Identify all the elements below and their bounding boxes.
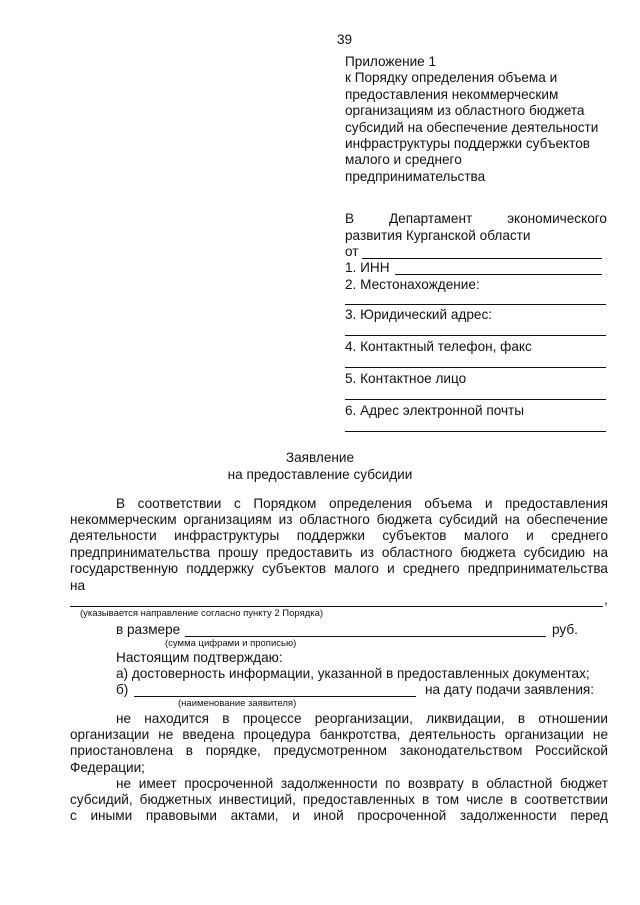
intro-line: государственную поддержку субъектов малого и среднего предпринимательства bbox=[70, 560, 608, 576]
addressee-word: В bbox=[345, 211, 355, 226]
page-number: 39 bbox=[337, 32, 353, 47]
intro-line: предпринимательства прошу предоставить из областного бюджета субсидию на bbox=[70, 544, 608, 560]
intro-line: некоммерческим организациям из областного бюджета субсидий на обеспечение bbox=[70, 512, 608, 528]
addressee-line-1 bbox=[345, 211, 607, 227]
title-line-1: Заявление bbox=[285, 450, 355, 465]
inn-label: 1. ИНН bbox=[345, 260, 390, 275]
direction-hint: (указывается направление согласно пункту 2 Порядка) bbox=[80, 608, 324, 619]
inn-field-line[interactable] bbox=[395, 274, 602, 275]
item-b-prefix: б) bbox=[116, 682, 129, 697]
legal-address-label: 3. Юридический адрес: bbox=[345, 307, 493, 322]
paragraph-line: с иными правовыми актами, и иной просроченной задолженности перед bbox=[70, 808, 608, 824]
paragraph-line: субсидий, бюджетных инвестиций, предоставленных в том числе в соответствии bbox=[70, 792, 608, 808]
direction-field-line[interactable] bbox=[70, 606, 603, 607]
intro-na: на bbox=[70, 578, 86, 593]
appendix-line: организациям из областного бюджета bbox=[345, 103, 585, 119]
intro-paragraph bbox=[70, 496, 608, 577]
contact-person-label: 5. Контактное лицо bbox=[345, 371, 467, 386]
appendix-block bbox=[345, 54, 620, 185]
from-label: от bbox=[345, 244, 359, 259]
paragraph-line: приостановлена в порядке, предусмотренном законодательством Российской bbox=[70, 743, 608, 759]
addressee-line-2: развития Курганской области bbox=[345, 228, 531, 243]
paragraph-line: не находится в процессе реорганизации, ликвидации, в отношении bbox=[116, 711, 608, 726]
appendix-line: Приложение 1 bbox=[345, 54, 437, 69]
appendix-line: предоставления некоммерческим bbox=[345, 86, 559, 102]
paragraph-line: организации не введена процедура банкротства, деятельность организации не bbox=[70, 727, 608, 743]
addressee-word: Департамент bbox=[388, 211, 473, 226]
contact-person-field-line[interactable] bbox=[345, 399, 606, 400]
intro-line: деятельности инфраструктуры поддержки субъектов малого и среднего bbox=[70, 528, 608, 544]
document-title bbox=[0, 449, 640, 483]
applicant-field-line[interactable] bbox=[134, 696, 416, 697]
applicant-hint: (наименование заявителя) bbox=[178, 698, 297, 709]
paragraph-line: Федерации; bbox=[70, 759, 145, 775]
phone-field-line[interactable] bbox=[345, 367, 606, 368]
appendix-line: предпринимательства bbox=[345, 168, 486, 184]
item-b-suffix: на дату подачи заявления: bbox=[425, 682, 595, 697]
email-field-line[interactable] bbox=[345, 431, 606, 432]
amount-unit: руб. bbox=[552, 622, 578, 637]
paragraph-debt bbox=[70, 776, 608, 825]
email-label: 6. Адрес электронной почты bbox=[345, 403, 525, 418]
appendix-line: к Порядку определения объема и bbox=[345, 70, 558, 86]
confirm-text: Настоящим подтверждаю: bbox=[116, 650, 283, 665]
legal-address-field-line[interactable] bbox=[345, 335, 606, 336]
amount-hint: (сумма цифрами и прописью) bbox=[165, 638, 297, 649]
title-line-2: на предоставление субсидии bbox=[227, 467, 413, 482]
appendix-line: инфраструктуры поддержки субъектов bbox=[345, 136, 590, 152]
location-label: 2. Местонахождение: bbox=[345, 277, 480, 292]
appendix-line: малого и среднего bbox=[345, 152, 462, 168]
amount-label: в размере bbox=[116, 622, 181, 637]
location-field-line[interactable] bbox=[345, 304, 606, 305]
from-field-line[interactable] bbox=[362, 258, 602, 259]
paragraph-line: не имеет просроченной задолженности по возврату в областной бюджет bbox=[116, 776, 608, 791]
appendix-line: субсидий на обеспечение деятельности bbox=[345, 119, 599, 135]
amount-field-line[interactable] bbox=[185, 636, 546, 637]
direction-comma: , bbox=[604, 592, 608, 607]
paragraph-reorganization bbox=[70, 711, 608, 776]
addressee-word: экономического bbox=[507, 211, 607, 226]
phone-label: 4. Контактный телефон, факс bbox=[345, 339, 532, 354]
item-a: а) достоверность информации, указанной в предоставленных документах; bbox=[116, 666, 590, 681]
intro-line: В соответствии с Порядком определения объема и предоставления bbox=[116, 496, 608, 511]
